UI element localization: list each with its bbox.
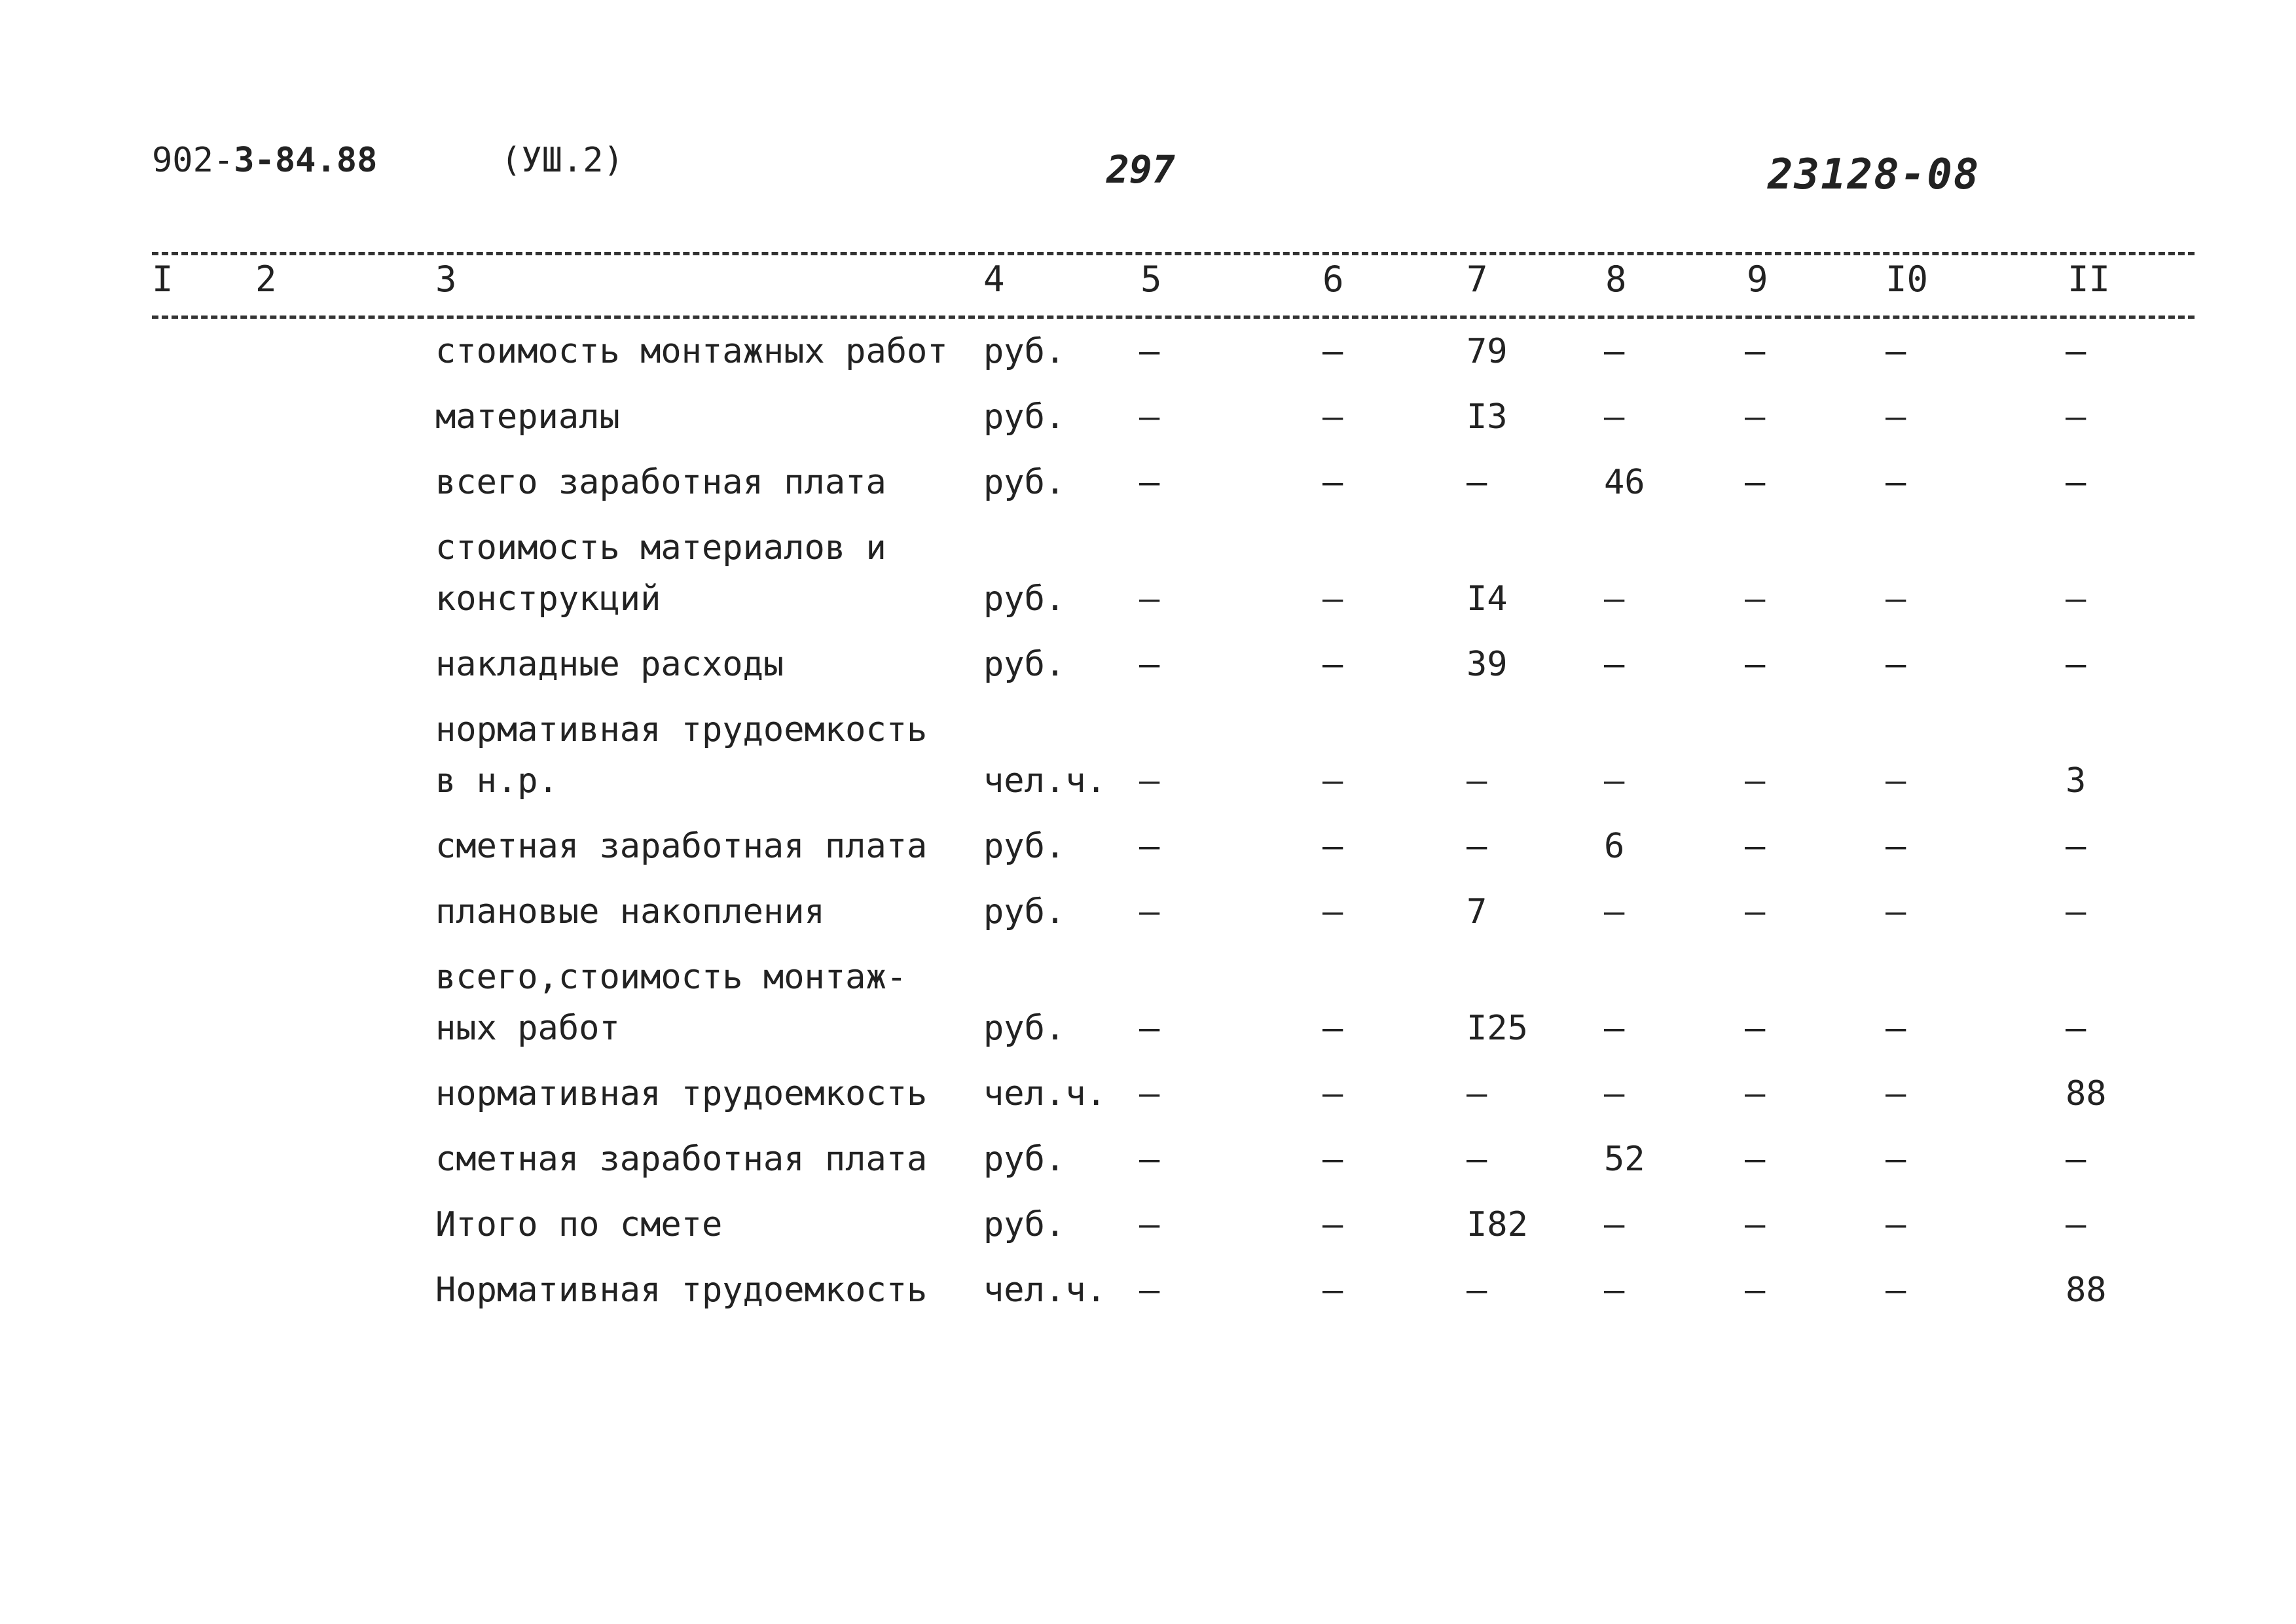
row-col-11: – xyxy=(2066,645,2086,684)
row-col-5: – xyxy=(1139,579,1160,619)
row-col-8: 46 xyxy=(1604,463,1645,502)
row-col-9: – xyxy=(1745,1074,1766,1113)
row-col-5: – xyxy=(1139,1271,1160,1310)
row-col-10: – xyxy=(1886,1271,1906,1310)
row-col-8: – xyxy=(1604,1271,1625,1310)
row-col-5: – xyxy=(1139,1009,1160,1048)
row-col-11: – xyxy=(2066,397,2086,437)
row-unit: руб. xyxy=(983,645,1066,684)
row-col-9: – xyxy=(1745,1205,1766,1244)
row-col-6: – xyxy=(1322,463,1343,502)
row-col-6: – xyxy=(1322,579,1343,619)
row-name: Нормативная трудоемкость xyxy=(435,1271,928,1310)
row-col-8: – xyxy=(1604,645,1625,684)
row-unit: руб. xyxy=(983,332,1066,371)
row-col-6: – xyxy=(1322,1140,1343,1179)
row-col-7: 79 xyxy=(1467,332,1508,371)
row-col-8: – xyxy=(1604,332,1625,371)
row-col-9: – xyxy=(1745,1140,1766,1179)
row-col-10: – xyxy=(1886,332,1906,371)
document-code-suffix: 3-84.88 xyxy=(234,141,378,180)
row-name: всего,стоимость монтаж- ных работ xyxy=(435,958,907,1048)
row-col-7: I82 xyxy=(1467,1205,1528,1244)
row-col-6: – xyxy=(1322,1205,1343,1244)
row-col-5: – xyxy=(1139,332,1160,371)
row-col-11: – xyxy=(2066,332,2086,371)
row-col-10: – xyxy=(1886,397,1906,437)
row-col-7: I3 xyxy=(1467,397,1508,437)
row-name: материалы xyxy=(435,397,620,437)
row-col-8: 52 xyxy=(1604,1140,1645,1179)
row-col-10: – xyxy=(1886,463,1906,502)
row-col-9: – xyxy=(1745,397,1766,437)
column-number-6: 6 xyxy=(1322,259,1344,300)
row-col-10: – xyxy=(1886,827,1906,866)
row-col-10: – xyxy=(1886,1009,1906,1048)
row-unit: руб. xyxy=(983,579,1066,619)
page-number: 297 xyxy=(1106,147,1175,192)
column-number-5: 5 xyxy=(1140,259,1162,300)
row-unit: руб. xyxy=(983,1140,1066,1179)
row-col-5: – xyxy=(1139,1205,1160,1244)
row-col-5: – xyxy=(1139,645,1160,684)
row-col-5: – xyxy=(1139,1140,1160,1179)
row-col-6: – xyxy=(1322,1271,1343,1310)
row-col-10: – xyxy=(1886,645,1906,684)
row-col-9: – xyxy=(1745,1009,1766,1048)
table-header-rule xyxy=(152,316,2195,319)
row-col-7: 39 xyxy=(1467,645,1508,684)
row-col-9: – xyxy=(1745,463,1766,502)
row-col-5: – xyxy=(1139,463,1160,502)
column-number-3: 3 xyxy=(435,259,457,300)
row-col-5: – xyxy=(1139,892,1160,931)
row-name: стоимость монтажных работ xyxy=(435,332,948,371)
row-col-9: – xyxy=(1745,579,1766,619)
row-col-10: – xyxy=(1886,1140,1906,1179)
row-col-11: 88 xyxy=(2066,1074,2107,1113)
row-unit: руб. xyxy=(983,827,1066,866)
column-number-2: 2 xyxy=(255,259,277,300)
row-unit: руб. xyxy=(983,463,1066,502)
row-col-10: – xyxy=(1886,1205,1906,1244)
row-col-7: – xyxy=(1467,1140,1487,1179)
row-col-6: – xyxy=(1322,397,1343,437)
row-col-8: – xyxy=(1604,1074,1625,1113)
row-col-9: – xyxy=(1745,827,1766,866)
table-top-rule xyxy=(152,252,2195,255)
row-name: сметная заработная плата xyxy=(435,827,928,866)
row-unit: руб. xyxy=(983,1009,1066,1048)
row-col-11: – xyxy=(2066,1205,2086,1244)
row-name: Итого по смете xyxy=(435,1205,723,1244)
column-number-4: 4 xyxy=(983,259,1005,300)
row-unit: руб. xyxy=(983,892,1066,931)
row-name: нормативная трудоемкость xyxy=(435,1074,928,1113)
row-col-10: – xyxy=(1886,1074,1906,1113)
row-col-7: I4 xyxy=(1467,579,1508,619)
row-unit: чел.ч. xyxy=(983,761,1106,801)
section-label: (УШ.2) xyxy=(501,141,624,180)
row-col-8: – xyxy=(1604,1009,1625,1048)
row-col-11: – xyxy=(2066,827,2086,866)
row-unit: руб. xyxy=(983,1205,1066,1244)
row-col-7: – xyxy=(1467,463,1487,502)
row-col-11: 3 xyxy=(2066,761,2086,801)
document-code xyxy=(152,141,377,180)
reference-number: 23128-08 xyxy=(1768,151,1980,199)
row-col-9: – xyxy=(1745,761,1766,801)
document-code-prefix: 902- xyxy=(152,141,234,180)
row-col-10: – xyxy=(1886,579,1906,619)
row-col-8: – xyxy=(1604,1205,1625,1244)
row-col-5: – xyxy=(1139,1074,1160,1113)
row-col-11: – xyxy=(2066,1009,2086,1048)
column-number-7: 7 xyxy=(1467,259,1488,300)
row-col-8: – xyxy=(1604,761,1625,801)
row-col-7: – xyxy=(1467,827,1487,866)
row-col-8: – xyxy=(1604,892,1625,931)
row-col-8: – xyxy=(1604,397,1625,437)
column-number-1: I xyxy=(152,259,173,300)
row-col-10: – xyxy=(1886,761,1906,801)
row-col-5: – xyxy=(1139,827,1160,866)
row-name: сметная заработная плата xyxy=(435,1140,928,1179)
row-col-11: – xyxy=(2066,579,2086,619)
row-col-10: – xyxy=(1886,892,1906,931)
row-col-6: – xyxy=(1322,892,1343,931)
row-col-9: – xyxy=(1745,892,1766,931)
row-name: нормативная трудоемкость в н.р. xyxy=(435,710,928,801)
row-col-11: 88 xyxy=(2066,1271,2107,1310)
row-name: накладные расходы xyxy=(435,645,784,684)
column-number-9: 9 xyxy=(1747,259,1768,300)
row-col-7: I25 xyxy=(1467,1009,1528,1048)
row-col-9: – xyxy=(1745,645,1766,684)
row-col-9: – xyxy=(1745,1271,1766,1310)
row-col-5: – xyxy=(1139,761,1160,801)
row-unit: чел.ч. xyxy=(983,1074,1106,1113)
row-col-6: – xyxy=(1322,1009,1343,1048)
row-col-8: 6 xyxy=(1604,827,1625,866)
row-col-6: – xyxy=(1322,332,1343,371)
row-col-6: – xyxy=(1322,1074,1343,1113)
row-name: всего заработная плата xyxy=(435,463,886,502)
row-unit: руб. xyxy=(983,397,1066,437)
row-col-11: – xyxy=(2066,1140,2086,1179)
row-col-7: – xyxy=(1467,761,1487,801)
row-unit: чел.ч. xyxy=(983,1271,1106,1310)
row-col-11: – xyxy=(2066,892,2086,931)
row-col-9: – xyxy=(1745,332,1766,371)
row-col-6: – xyxy=(1322,827,1343,866)
row-col-8: – xyxy=(1604,579,1625,619)
column-number-8: 8 xyxy=(1605,259,1627,300)
row-col-5: – xyxy=(1139,397,1160,437)
row-col-6: – xyxy=(1322,761,1343,801)
row-name: плановые накопления xyxy=(435,892,825,931)
row-col-11: – xyxy=(2066,463,2086,502)
row-name: стоимость материалов и конструкций xyxy=(435,528,886,619)
row-col-7: – xyxy=(1467,1074,1487,1113)
column-number-11: II xyxy=(2068,259,2111,300)
row-col-6: – xyxy=(1322,645,1343,684)
row-col-7: 7 xyxy=(1467,892,1487,931)
row-col-7: – xyxy=(1467,1271,1487,1310)
column-number-10: I0 xyxy=(1886,259,1929,300)
